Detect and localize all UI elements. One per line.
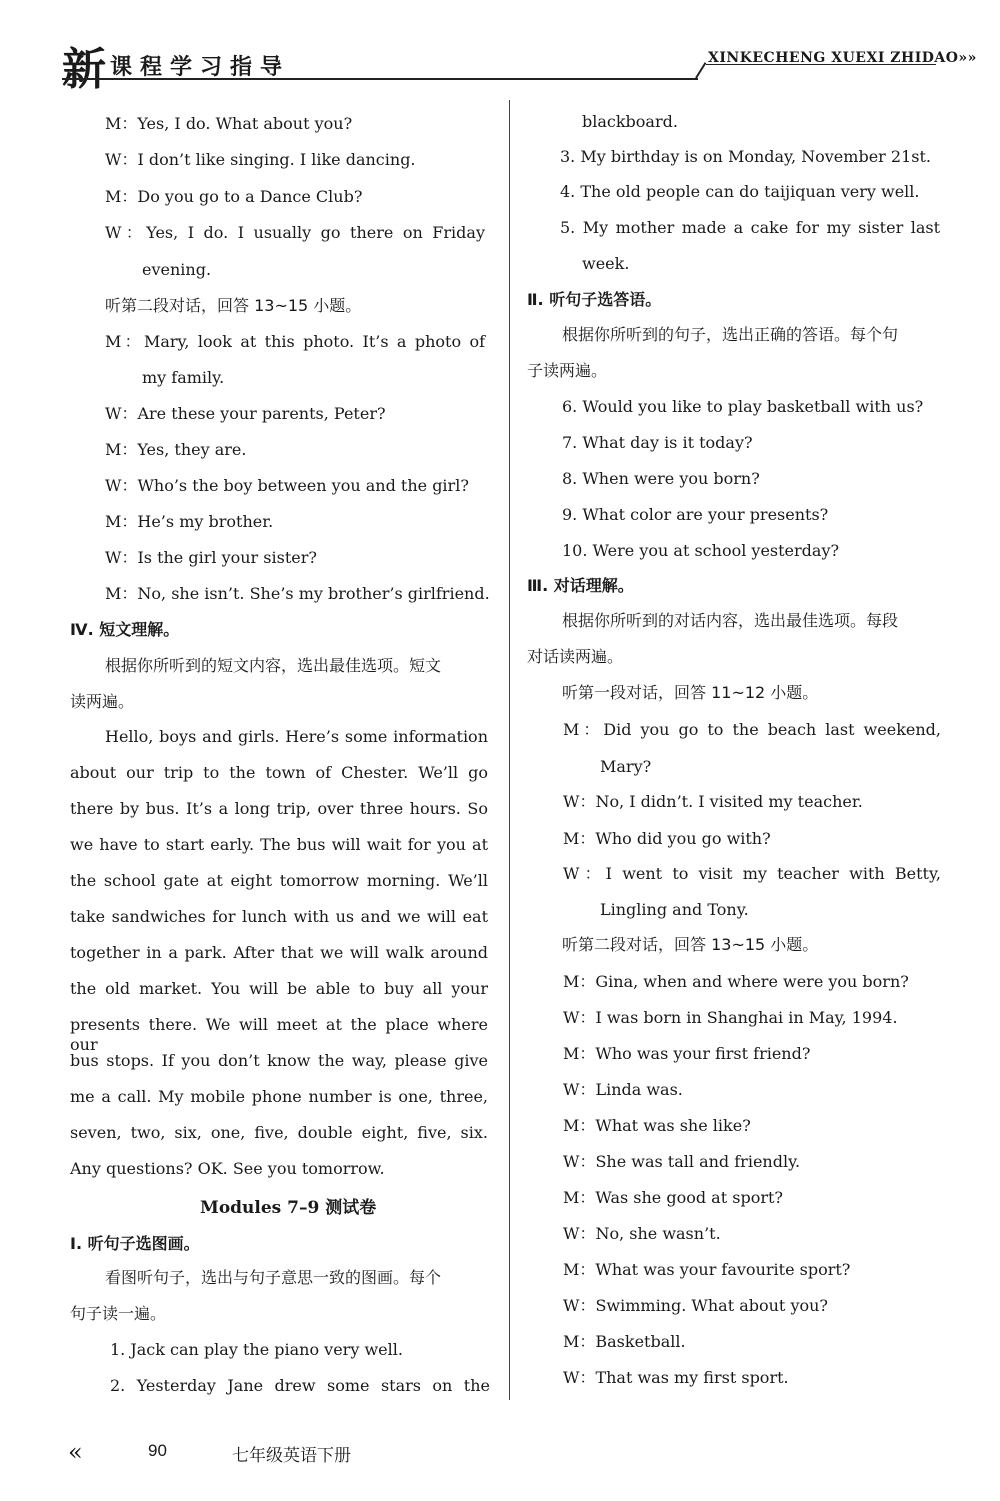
question-item: 3. My birthday is on Monday, November 21st. [560, 147, 931, 166]
question-item: 7. What day is it today? [562, 433, 753, 452]
dialogue-line: W：Is the girl your sister? [105, 548, 317, 567]
passage-line: Hello, boys and girls. Here’s some information [105, 727, 488, 746]
section-heading-i: Ⅰ. 听句子选图画。 [70, 1234, 200, 1253]
column-divider [509, 100, 510, 1400]
dialogue-line: M：Gina, when and where were you born? [563, 972, 909, 991]
dialogue-line-cont: my family. [142, 368, 225, 387]
instruction-text: 对话读两遍。 [527, 647, 624, 666]
question-item: 9. What color are your presents? [562, 505, 829, 524]
dialogue-line: M：Who was your first friend? [563, 1044, 811, 1063]
passage-line: seven, two, six, one, five, double eight, five, six. [70, 1123, 488, 1142]
dialogue-line: W：I went to visit my teacher with Betty, [563, 864, 941, 883]
dialogue-line-cont: Lingling and Tony. [600, 900, 749, 919]
header-title: 课程学习指导 [110, 55, 291, 80]
passage-line: Any questions? OK. See you tomorrow. [70, 1159, 385, 1178]
instruction-text: 根据你所听到的对话内容，选出最佳选项。每段 [562, 611, 899, 630]
dialogue-line: M：Who did you go with? [563, 829, 771, 848]
dialogue-line: W：Yes, I do. I usually go there on Friday [105, 223, 485, 242]
question-item: 2. Yesterday Jane drew some stars on the [110, 1376, 490, 1395]
dialogue-line: W：I was born in Shanghai in May, 1994. [563, 1008, 898, 1027]
question-item: 4. The old people can do taijiquan very well. [560, 182, 920, 201]
dialogue-line-cont: Mary? [600, 757, 652, 776]
question-item: 8. When were you born? [562, 469, 760, 488]
module-test-title: Modules 7–9 测试卷 [200, 1198, 377, 1218]
passage-line: me a call. My mobile phone number is one, three, [70, 1087, 488, 1106]
dialogue-line: M：Yes, I do. What about you? [105, 114, 353, 133]
passage-line: the old market. You will be able to buy all your [70, 979, 488, 998]
passage-line: bus stops. If you don’t know the way, please give [70, 1051, 488, 1070]
dialogue-line-cont: evening. [142, 260, 212, 279]
question-item: 10. Were you at school yesterday? [562, 541, 840, 560]
instruction-text: 根据你所听到的短文内容，选出最佳选项。短文 [105, 656, 442, 675]
instruction-text: 看图听句子，选出与句子意思一致的图画。每个 [105, 1268, 442, 1287]
passage-line: we have to start early. The bus will wait for you at [70, 835, 488, 854]
header-pinyin-title: XINKECHENG XUEXI ZHIDAO»» [708, 50, 977, 66]
passage-line: the school gate at eight tomorrow morning. We’ll [70, 871, 488, 890]
question-item-cont: week. [582, 254, 630, 273]
dialogue-line: W：That was my first sport. [563, 1368, 789, 1387]
passage-line: there by bus. It’s a long trip, over three hours. So [70, 799, 488, 818]
dialogue-intro: 听第一段对话，回答 11~12 小题。 [562, 683, 819, 702]
question-item: 5. My mother made a cake for my sister last [560, 218, 940, 237]
instruction-text: 读两遍。 [70, 692, 135, 711]
dialogue-line: W：Linda was. [563, 1080, 683, 1099]
dialogue-line: W：No, she wasn’t. [563, 1224, 721, 1243]
question-item: 6. Would you like to play basketball with us? [562, 397, 924, 416]
dialogue-line: W：Who’s the boy between you and the girl? [105, 476, 469, 495]
passage-line: take sandwiches for lunch with us and we will eat [70, 907, 488, 926]
dialogue-line: M：He’s my brother. [105, 512, 274, 531]
dialogue-line: M：Basketball. [563, 1332, 686, 1351]
dialogue-line: W：She was tall and friendly. [563, 1152, 801, 1171]
question-item: 1. Jack can play the piano very well. [110, 1340, 403, 1359]
dialogue-intro: 听第二段对话，回答 13~15 小题。 [562, 935, 819, 954]
passage-line: about our trip to the town of Chester. We’ll go [70, 763, 488, 782]
header-rule [62, 78, 698, 80]
dialogue-line: M：Did you go to the beach last weekend, [563, 720, 941, 739]
section-heading-iv: Ⅳ. 短文理解。 [70, 620, 180, 639]
book-title: 七年级英语下册 [232, 1446, 351, 1466]
dialogue-line: M：Was she good at sport? [563, 1188, 783, 1207]
dialogue-line: M：Mary, look at this photo. It’s a photo of [105, 332, 485, 351]
instruction-text: 句子读一遍。 [70, 1304, 167, 1323]
dialogue-intro: 听第二段对话，回答 13~15 小题。 [105, 296, 362, 315]
dialogue-line: W：I don’t like singing. I like dancing. [105, 150, 416, 169]
dialogue-line: M：Do you go to a Dance Club? [105, 187, 363, 206]
dialogue-line: W：No, I didn’t. I visited my teacher. [563, 792, 863, 811]
section-heading-iii: Ⅲ. 对话理解。 [527, 576, 634, 595]
dialogue-line: W：Swimming. What about you? [563, 1296, 828, 1315]
instruction-text: 根据你所听到的句子，选出正确的答语。每个句 [562, 325, 899, 344]
section-heading-ii: Ⅱ. 听句子选答语。 [527, 290, 662, 309]
page-number: 90 [148, 1441, 167, 1460]
header-rule-slant [695, 62, 706, 78]
header-logo: 新 [62, 44, 106, 95]
dialogue-line: M：No, she isn’t. She’s my brother’s girlfriend. [105, 584, 490, 603]
passage-line: together in a park. After that we will walk around [70, 943, 488, 962]
dialogue-line: M：Yes, they are. [105, 440, 247, 459]
dialogue-line: M：What was she like? [563, 1116, 751, 1135]
dialogue-line: W：Are these your parents, Peter? [105, 404, 386, 423]
header-rule-right [706, 64, 936, 65]
question-item-cont: blackboard. [582, 112, 678, 131]
instruction-text: 子读两遍。 [527, 361, 608, 380]
footer-arrow-icon: « [68, 1438, 77, 1466]
dialogue-line: M：What was your favourite sport? [563, 1260, 851, 1279]
passage-line: presents there. We will meet at the place where our [70, 1015, 488, 1054]
